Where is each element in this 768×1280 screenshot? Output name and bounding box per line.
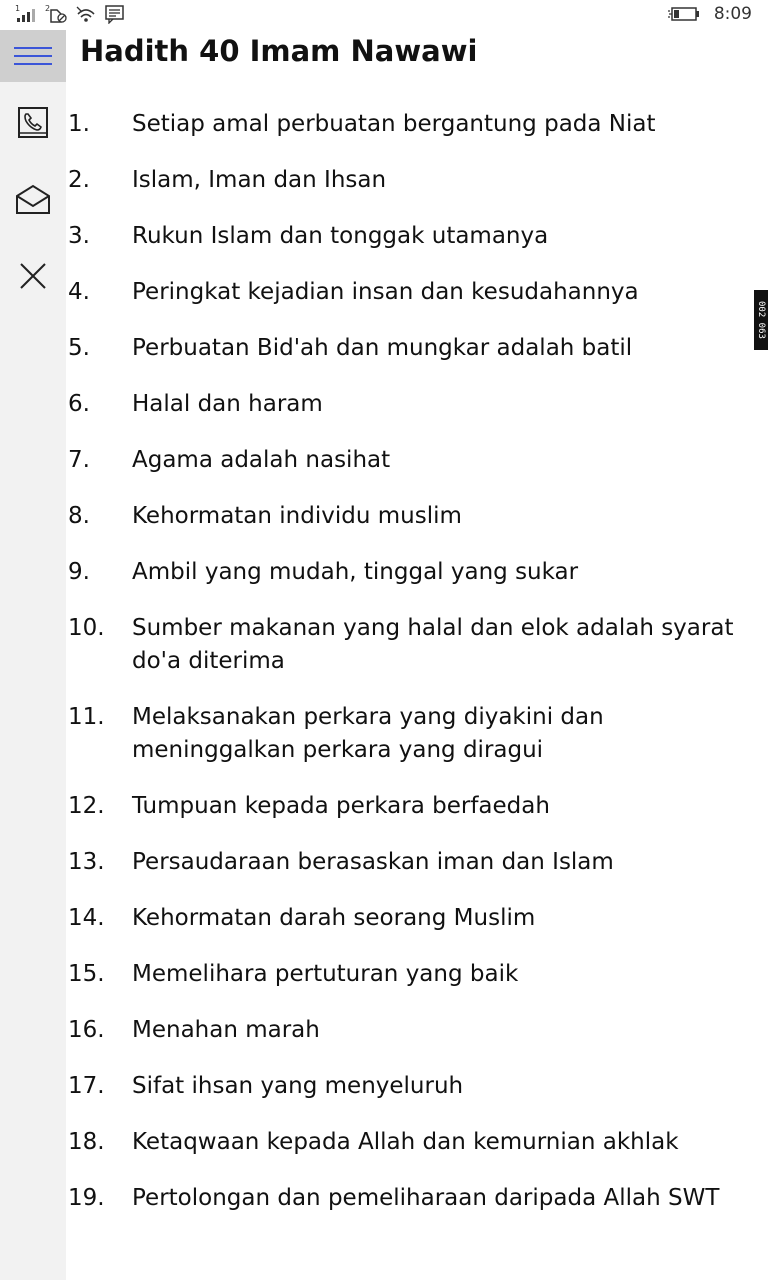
list-item[interactable] [66, 220, 756, 253]
list-item[interactable] [66, 846, 756, 879]
hadith-number: 15. [68, 961, 105, 987]
hadith-title: Setiap amal perbuatan bergantung pada Niat [132, 111, 656, 137]
hadith-title: Kehormatan individu muslim [132, 503, 462, 529]
signal-sim2-no-service-icon [44, 4, 70, 24]
menu-icon-line [14, 63, 52, 65]
close-button[interactable] [13, 256, 53, 296]
battery-charging-icon [668, 4, 702, 24]
hadith-title: Menahan marah [132, 1017, 320, 1043]
list-item[interactable] [66, 276, 756, 309]
hadith-number: 5. [68, 335, 90, 361]
mail-icon [13, 180, 53, 220]
phone-book-icon [13, 102, 53, 142]
hadith-title: Ambil yang mudah, tinggal yang sukar [132, 559, 579, 585]
signal-strength-sim1-icon [14, 4, 40, 24]
list-item[interactable] [66, 1014, 756, 1047]
status-time: 8:09 [713, 4, 752, 24]
hadith-title: Persaudaraan berasaskan iman dan Islam [132, 849, 614, 875]
page-title: Hadith 40 Imam Nawawi [80, 34, 478, 68]
list-item[interactable] [66, 444, 756, 477]
list-item[interactable] [66, 500, 756, 533]
hadith-title: Perbuatan Bid'ah dan mungkar adalah batil [132, 335, 633, 361]
hadith-number: 6. [68, 391, 90, 417]
hadith-number: 12. [68, 793, 105, 819]
hadith-title: Ketaqwaan kepada Allah dan kemurnian akhlak [132, 1129, 679, 1155]
message-notification-icon [104, 4, 126, 24]
svg-text:2: 2 [45, 4, 51, 13]
hadith-title: Pertolongan dan pemeliharaan daripada Allah SWT [132, 1185, 720, 1211]
hadith-title: Agama adalah nasihat [132, 447, 391, 473]
hadith-number: 8. [68, 503, 90, 529]
menu-icon-line [14, 55, 52, 57]
list-item[interactable] [66, 388, 756, 421]
wifi-icon [74, 4, 100, 24]
hadith-title: Peringkat kejadian insan dan kesudahannya [132, 279, 639, 305]
contact-button[interactable] [13, 102, 53, 142]
hadith-list [66, 108, 756, 1238]
hadith-number: 4. [68, 279, 90, 305]
hadith-number: 14. [68, 905, 105, 931]
list-item[interactable] [66, 108, 756, 141]
status-bar [0, 0, 768, 30]
hadith-title: Memelihara pertuturan yang baik [132, 961, 519, 987]
hadith-number: 9. [68, 559, 90, 585]
hadith-title: Kehormatan darah seorang Muslim [132, 905, 536, 931]
hadith-number: 7. [68, 447, 90, 473]
hadith-number: 19. [68, 1185, 105, 1211]
hadith-title: Melaksanakan perkara yang diyakini dan meninggalkan perkara yang diragui [132, 704, 604, 763]
list-item[interactable] [66, 1182, 756, 1215]
side-marker: 002 063 [754, 290, 768, 350]
list-item[interactable] [66, 164, 756, 197]
list-item[interactable] [66, 1070, 756, 1103]
list-item[interactable] [66, 958, 756, 991]
list-item[interactable] [66, 790, 756, 823]
menu-icon [14, 47, 52, 49]
list-item[interactable] [66, 902, 756, 935]
hadith-number: 17. [68, 1073, 105, 1099]
hadith-number: 1. [68, 111, 90, 137]
menu-button[interactable] [0, 30, 66, 82]
hadith-title: Islam, Iman dan Ihsan [132, 167, 387, 193]
list-item[interactable] [66, 612, 756, 678]
list-item[interactable] [66, 332, 756, 365]
list-item[interactable] [66, 701, 756, 767]
sidebar [0, 30, 66, 1280]
svg-text:1: 1 [15, 4, 21, 13]
hadith-number: 2. [68, 167, 90, 193]
hadith-title: Sifat ihsan yang menyeluruh [132, 1073, 464, 1099]
hadith-number: 11. [68, 704, 105, 730]
mail-button[interactable] [13, 180, 53, 220]
hadith-title: Sumber makanan yang halal dan elok adalah syarat do'a diterima [132, 615, 734, 674]
list-item[interactable] [66, 556, 756, 589]
hadith-number: 18. [68, 1129, 105, 1155]
hadith-title: Tumpuan kepada perkara berfaedah [132, 793, 550, 819]
hadith-number: 13. [68, 849, 105, 875]
hadith-number: 10. [68, 615, 105, 641]
hadith-title: Halal dan haram [132, 391, 323, 417]
close-icon [13, 256, 53, 296]
list-item[interactable] [66, 1126, 756, 1159]
hadith-title: Rukun Islam dan tonggak utamanya [132, 223, 549, 249]
hadith-number: 16. [68, 1017, 105, 1043]
hadith-number: 3. [68, 223, 90, 249]
